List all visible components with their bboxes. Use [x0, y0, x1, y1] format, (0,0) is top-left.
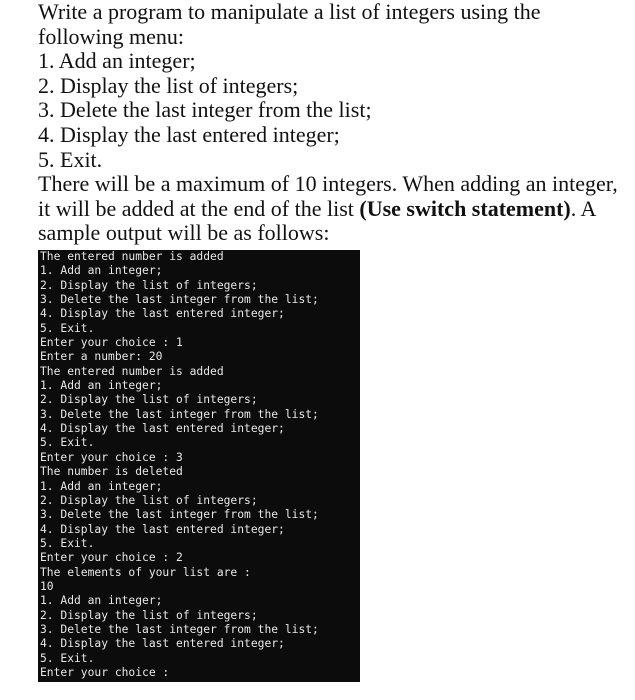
description-bold-text: (Use switch statement)	[359, 195, 571, 221]
console-line: 2. Display the list of integers;	[40, 278, 258, 292]
console-line: Enter your choice : 1	[40, 336, 183, 350]
console-line: 1. Add an integer;	[40, 479, 163, 493]
console-line: 5. Exit.	[40, 321, 95, 335]
console-line: Enter your choice : 2	[40, 551, 183, 565]
menu-item-exit: 5. Exit.	[38, 146, 103, 172]
console-line: 3. Delete the last integer from the list;	[40, 293, 319, 307]
console-line: 4. Display the last entered integer;	[40, 422, 285, 436]
menu-item-add: 1. Add an integer;	[38, 48, 196, 74]
console-line: 3. Delete the last integer from the list;	[40, 622, 319, 636]
problem-description	[38, 172, 628, 246]
console-line: 4. Display the last entered integer;	[40, 307, 285, 321]
menu-item-display: 2. Display the list of integers;	[38, 72, 299, 98]
console-line: 1. Add an integer;	[40, 594, 163, 608]
console-line: 10	[40, 579, 54, 593]
console-line: 3. Delete the last integer from the list;	[40, 508, 319, 522]
console-line: Enter your choice : 3	[40, 450, 183, 464]
description-text-1: There will be a maximum of 10 integers. When adding an integer, it will be added at the end of the list	[38, 171, 618, 221]
description-text-2: . A sample output will be as follows:	[38, 195, 596, 246]
console-line: 1. Add an integer;	[40, 379, 163, 393]
console-line: Enter your choice :	[40, 665, 170, 679]
console-line: 3. Delete the last integer from the list;	[40, 407, 319, 421]
console-line: 2. Display the list of integers;	[40, 608, 258, 622]
sample-output-console	[38, 250, 360, 682]
menu-list	[38, 49, 628, 172]
console-line: 2. Display the list of integers;	[40, 393, 258, 407]
menu-item-delete: 3. Delete the last integer from the list;	[38, 97, 372, 123]
console-line: 5. Exit.	[40, 536, 95, 550]
console-line: Enter a number: 20	[40, 350, 163, 364]
console-line: 2. Display the list of integers;	[40, 493, 258, 507]
console-line: The number is deleted	[40, 465, 183, 479]
console-line: 1. Add an integer;	[40, 264, 163, 278]
problem-statement	[38, 0, 628, 246]
console-line: 5. Exit.	[40, 436, 95, 450]
console-line: The entered number is added	[40, 250, 224, 263]
console-line: 4. Display the last entered integer;	[40, 637, 285, 651]
console-line: 4. Display the last entered integer;	[40, 522, 285, 536]
console-line: 5. Exit.	[40, 651, 95, 665]
menu-item-display-last: 4. Display the last entered integer;	[38, 121, 340, 147]
console-line: The elements of your list are :	[40, 565, 251, 579]
problem-intro: Write a program to manipulate a list of integers using the following menu:	[38, 0, 541, 49]
console-line: The entered number is added	[40, 364, 224, 378]
